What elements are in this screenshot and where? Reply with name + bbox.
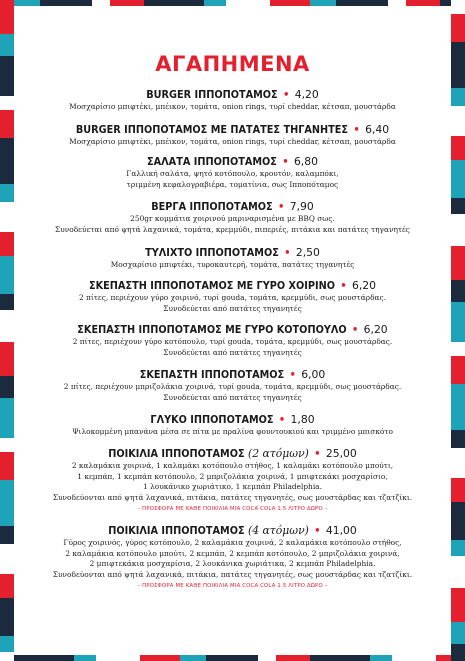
menu-item-name: ΠΟΙΚΙΛΙΑ ΙΠΠΟΠΟΤΑΜΟΣ — [108, 447, 245, 460]
menu-page — [24, 0, 441, 661]
menu-item-serving-note: (4 ατόμων) — [247, 524, 309, 537]
menu-item-name: BURGER ΙΠΠΟΠΟΤΑΜΟΣ — [146, 88, 278, 101]
menu-item-header — [24, 368, 441, 382]
menu-item-description-line: 2 πίτες, περιέχουν γύρο κοτόπουλο, τυρί gouda, τομάτα, κρεμμύδι, σως μουστάρδας. — [72, 337, 393, 346]
menu-item — [24, 123, 441, 148]
page-title: ΑΓΑΠΗΜΕΝΑ — [155, 52, 310, 76]
menu-item-description-line: 2 καλαμάκια κοτόπουλο μπούτι, 2 κεμπάπ, 2 κεμπάπ κοτόπουλο, 2 μπριζολάκια χοιρινά, — [65, 548, 400, 558]
menu-item-name: ΣΚΕΠΑΣΤΗ ΙΠΠΟΠΟΤΑΜΟΣ — [139, 368, 285, 381]
menu-item-description-line: Συνοδεύεται από πατάτες τηγανητές — [163, 392, 302, 402]
menu-item-serving-note: (2 ατόμων) — [247, 447, 309, 460]
menu-item-price: 7,90 — [289, 200, 314, 213]
menu-item — [24, 413, 441, 438]
menu-item-description-line: 250gr κομμάτια χοιρινού μαριναρισμένα με BBQ σως. — [130, 214, 335, 223]
menu-item-price: 6,20 — [351, 279, 376, 292]
menu-item-header — [24, 524, 441, 538]
bullet-separator-icon: • — [282, 155, 289, 168]
menu-item-description-line: Συνοδεύονται από ψητά λαχανικά, πιτάκια, πατάτες τηγανητές, σως μουστάρδας και τζατζίκι. — [52, 492, 413, 502]
menu-item-header — [24, 88, 441, 102]
menu-item-description-line: 2 καλαμάκια χοιρινά, 1 καλαμάκι κοτόπουλο στήθος, 1 καλαμάκι κοτόπουλο μπούτι, — [71, 461, 394, 470]
menu-item-header — [24, 413, 441, 427]
menu-item-name: ΤΥΛΙΧΤΟ ΙΠΠΟΠΟΤΑΜΟΣ — [145, 246, 279, 259]
bullet-separator-icon: • — [283, 88, 290, 101]
bullet-separator-icon: • — [278, 413, 286, 426]
menu-item-price: 6,20 — [363, 323, 388, 336]
menu-item — [24, 279, 441, 314]
bullet-separator-icon: • — [284, 246, 291, 259]
menu-item-price: 41,00 — [325, 524, 357, 537]
menu-item-name: ΣΚΕΠΑΣΤΗ ΙΠΠΟΠΟΤΑΜΟΣ ΜΕ ΓΥΡΟ ΧΟΙΡΙΝΟ — [89, 279, 335, 292]
menu-item — [24, 246, 441, 271]
menu-item-description-line: Μοσχαρίσιο μπιφτέκι, μπέικον, τομάτα, onion rings, τυρί cheddar, κέτσαπ, μουστάρδα — [69, 137, 396, 146]
menu-item — [24, 155, 441, 190]
menu-item-description-line: τριμμένη κεφαλογραβιέρα, τοματίνια, σως Ιπποπόταμος — [126, 179, 339, 189]
menu-item — [24, 323, 441, 358]
menu-item-name: ΠΟΙΚΙΛΙΑ ΙΠΠΟΠΟΤΑΜΟΣ — [108, 524, 245, 537]
menu-item-description-line: Συνοδεύεται από πατάτες τηγανητές — [163, 303, 302, 313]
menu-item-header — [24, 246, 441, 260]
menu-item-header — [24, 323, 441, 337]
menu-item-header — [24, 123, 441, 137]
menu-item-price: 1,80 — [290, 413, 315, 426]
menu-item-description-line: 2 πίτες, περιέχουν μπριζολάκια χοιρινά, τυρί gouda, τομάτα, κρεμμύδι, σως μουστάρδας. — [63, 382, 402, 391]
menu-item-description-line: Συνοδεύεται από ψητά λαχανικά, τομάτα, κρεμμύδι, πιπεριές, πιτάκια και πατάτες τηγανητές — [55, 224, 410, 234]
menu-item-name: BURGER ΙΠΠΟΠΟΤΑΜΟΣ ΜΕ ΠΑΤΑΤΕΣ ΤΗΓΑΝΗΤΕΣ — [75, 123, 349, 136]
bullet-separator-icon: • — [314, 524, 321, 537]
menu-item-price: 4,20 — [294, 88, 319, 101]
menu-item — [24, 88, 441, 113]
menu-item-price: 6,00 — [301, 368, 326, 381]
menu-item-header — [24, 447, 441, 461]
menu-item-description-line: 2 μπιφτεκάκια μοσχαρίσια, 2 λουκάνικα χωριάτικα, 2 κεμπάπ Philadelphia. — [89, 559, 376, 569]
menu-item — [24, 368, 441, 403]
menu-item-header — [24, 279, 441, 293]
menu-item — [24, 200, 441, 235]
bullet-separator-icon: • — [289, 368, 296, 381]
menu-item-description-line: Μοσχαρίσιο μπιφτέκι, τυροκαυτερή, τομάτα, πατάτες τηγανητές — [110, 260, 355, 269]
bullet-separator-icon: • — [278, 200, 285, 213]
menu-item-description-line: 1 κεμπάπ, 1 κεμπάπ κοτόπουλο, 2 μπριζολάκια χοιρινά, 1 μπιφτεκάκι μοσχαρίσιο, — [77, 471, 388, 481]
menu-item-price: 6,80 — [293, 155, 318, 168]
menu-item-description-line: 2 πίτες, περιέχουν γύρο χοιρινό, τυρί gouda, τομάτα, κρεμμύδι, σως μουστάρδας. — [78, 293, 387, 302]
offer-note: – ΠΡΟΣΦΟΡΑ ΜΕ ΚΑΘΕ ΠΟΙΚΙΛΙΑ ΜΙΑ COCA COLA 1.5 ΛΙΤΡΟ ΔΩΡΟ – — [137, 583, 328, 590]
menu-item-header — [24, 200, 441, 214]
menu-item-price: 6,40 — [365, 123, 390, 136]
menu-item-description-line: Μοσχαρίσιο μπιφτέκι, μπέικον, τομάτα, onion rings, τυρί cheddar, κέτσαπ, μουστάρδα — [69, 102, 396, 111]
bullet-separator-icon: • — [352, 323, 359, 336]
menu-item-description-line: Γύρος χοιρινός, γύρος κοτόπουλο, 2 καλαμάκια χοιρινά, 2 καλαμάκια κοτόπουλο στήθος, — [63, 538, 402, 547]
menu-item-name: ΓΛΥΚΟ ΙΠΠΟΠΟΤΑΜΟΣ — [150, 413, 274, 426]
menu-item-name: ΒΕΡΓΑ ΙΠΠΟΠΟΤΑΜΟΣ — [151, 200, 273, 213]
menu-item-price: 25,00 — [325, 447, 357, 460]
menu-item-header — [24, 155, 441, 169]
right-decorative-border — [451, 0, 465, 661]
bullet-separator-icon: • — [314, 447, 321, 460]
menu-item-description-line: Συνοδεύεται από πατάτες τηγανητές — [163, 347, 302, 357]
menu-item — [24, 447, 441, 514]
menu-item-description-line: Συνοδεύονται από ψητά λαχανικά, πιτάκια, πατάτες τηγανητές, σως μουστάρδας και τζατζίκι. — [52, 569, 413, 579]
offer-note: – ΠΡΟΣΦΟΡΑ ΜΕ ΚΑΘΕ ΠΟΙΚΙΛΙΑ ΜΙΑ COCA COLA 1.5 ΛΙΤΡΟ ΔΩΡΟ – — [137, 506, 328, 513]
left-decorative-border — [0, 0, 14, 661]
menu-item-description-line: Γαλλική σαλάτα, ψητό κοτόπουλο, κρουτόν, καλαμπόκι, — [126, 169, 339, 178]
bullet-separator-icon: • — [353, 123, 360, 136]
menu-item-price: 2,50 — [295, 246, 320, 259]
menu-item-description-line: Ψιλοκομμένη μπανάνα μέσα σε πίτα με πραλίνα φουντουκιού και τριμμένο μπισκότο — [72, 427, 393, 436]
bullet-separator-icon: • — [340, 279, 347, 292]
menu-item — [24, 524, 441, 591]
menu-item-description-line: 1 λουκάνικο χωριάτικο, 1 κεμπάπ Philadelphia. — [143, 482, 322, 492]
menu-item-name: ΣΑΛΑΤΑ ΙΠΠΟΠΟΤΑΜΟΣ — [147, 155, 277, 168]
menu-item-name: ΣΚΕΠΑΣΤΗ ΙΠΠΟΠΟΤΑΜΟΣ ΜΕ ΓΥΡΟ ΚΟΤΟΠΟΥΛΟ — [77, 323, 347, 336]
